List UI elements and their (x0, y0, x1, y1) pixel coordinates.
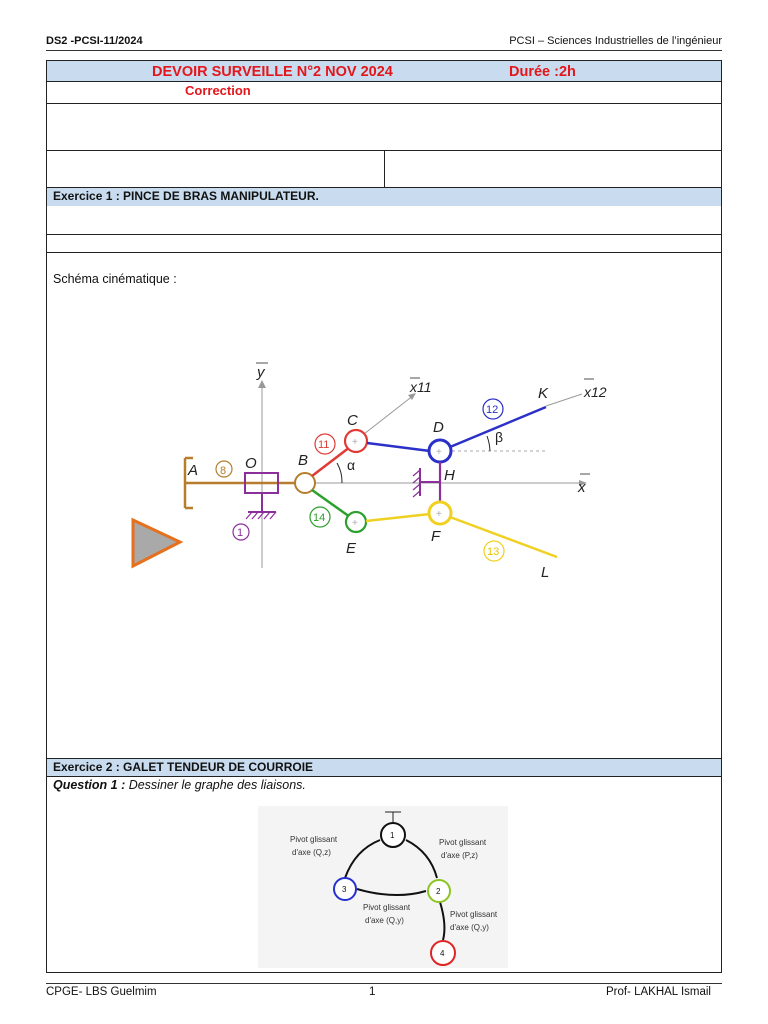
part11-label: 11 (318, 439, 330, 451)
schema-label: Schéma cinématique : (53, 272, 177, 286)
link-2-4-line2: d'axe (Q,y) (450, 923, 489, 932)
exercise1-heading: Exercice 1 : PINCE DE BRAS MANIPULATEUR. (53, 189, 319, 203)
link-1-2-line1: Pivot glissant (439, 838, 487, 847)
correction-label: Correction (185, 83, 251, 98)
footer-right: Prof- LAKHAL Ismail (605, 986, 711, 998)
x-axis-label: x (578, 479, 586, 496)
header-left: DS2 -PCSI-11/2024 (46, 35, 143, 47)
part14-label: 14 (313, 512, 326, 524)
link-3-2-line1: Pivot glissant (363, 903, 411, 912)
point-H: H (444, 467, 455, 484)
exam-duration: Durée :2h (509, 64, 576, 80)
point-B: B (298, 452, 309, 469)
header-right: PCSI – Sciences Industrielles de l’ingénieur (509, 35, 722, 47)
point-E: E (346, 540, 357, 557)
svg-text:+: + (352, 518, 358, 529)
link-2-4-line1: Pivot glissant (450, 910, 498, 919)
link-1-3-line1: Pivot glissant (290, 835, 338, 844)
point-L: L (541, 564, 550, 581)
y-axis-label: y (257, 364, 265, 381)
svg-text:+: + (352, 437, 358, 448)
point-D: D (433, 419, 444, 436)
page-number: 1 (369, 986, 376, 998)
exercise2-heading: Exercice 2 : GALET TENDEUR DE COURROIE (53, 760, 314, 774)
point-C: C (347, 412, 358, 429)
point-K: K (538, 385, 549, 402)
svg-text:+: + (436, 447, 442, 458)
beta-label: β (495, 429, 504, 445)
svg-text:4: 4 (440, 949, 445, 958)
part1-label: 1 (237, 527, 244, 539)
point-O: O (245, 455, 257, 472)
part13-label: 13 (487, 546, 500, 558)
question1-label: Question 1 : (53, 778, 126, 792)
svg-text:1: 1 (390, 831, 395, 840)
part12-label: 12 (486, 404, 499, 416)
part8-label: 8 (220, 465, 227, 477)
link-3-2-line2: d'axe (Q,y) (365, 916, 404, 925)
svg-text:3: 3 (342, 885, 347, 894)
footer-left: CPGE- LBS Guelmim (46, 986, 157, 998)
point-F: F (431, 528, 441, 545)
footer-divider (46, 983, 722, 984)
alpha-label: α (347, 457, 356, 473)
svg-text:2: 2 (436, 887, 441, 896)
svg-text:+: + (436, 509, 442, 520)
point-A: A (188, 462, 199, 479)
x12-axis-label: x12 (584, 384, 607, 400)
link-1-2-line2: d'axe (P,z) (441, 851, 478, 860)
link-1-3-line2: d'axe (Q,z) (292, 848, 331, 857)
question1-text: Dessiner le graphe des liaisons. (125, 778, 306, 792)
exam-title: DEVOIR SURVEILLE N°2 NOV 2024 (152, 64, 393, 80)
x11-axis-label: x11 (410, 379, 432, 395)
